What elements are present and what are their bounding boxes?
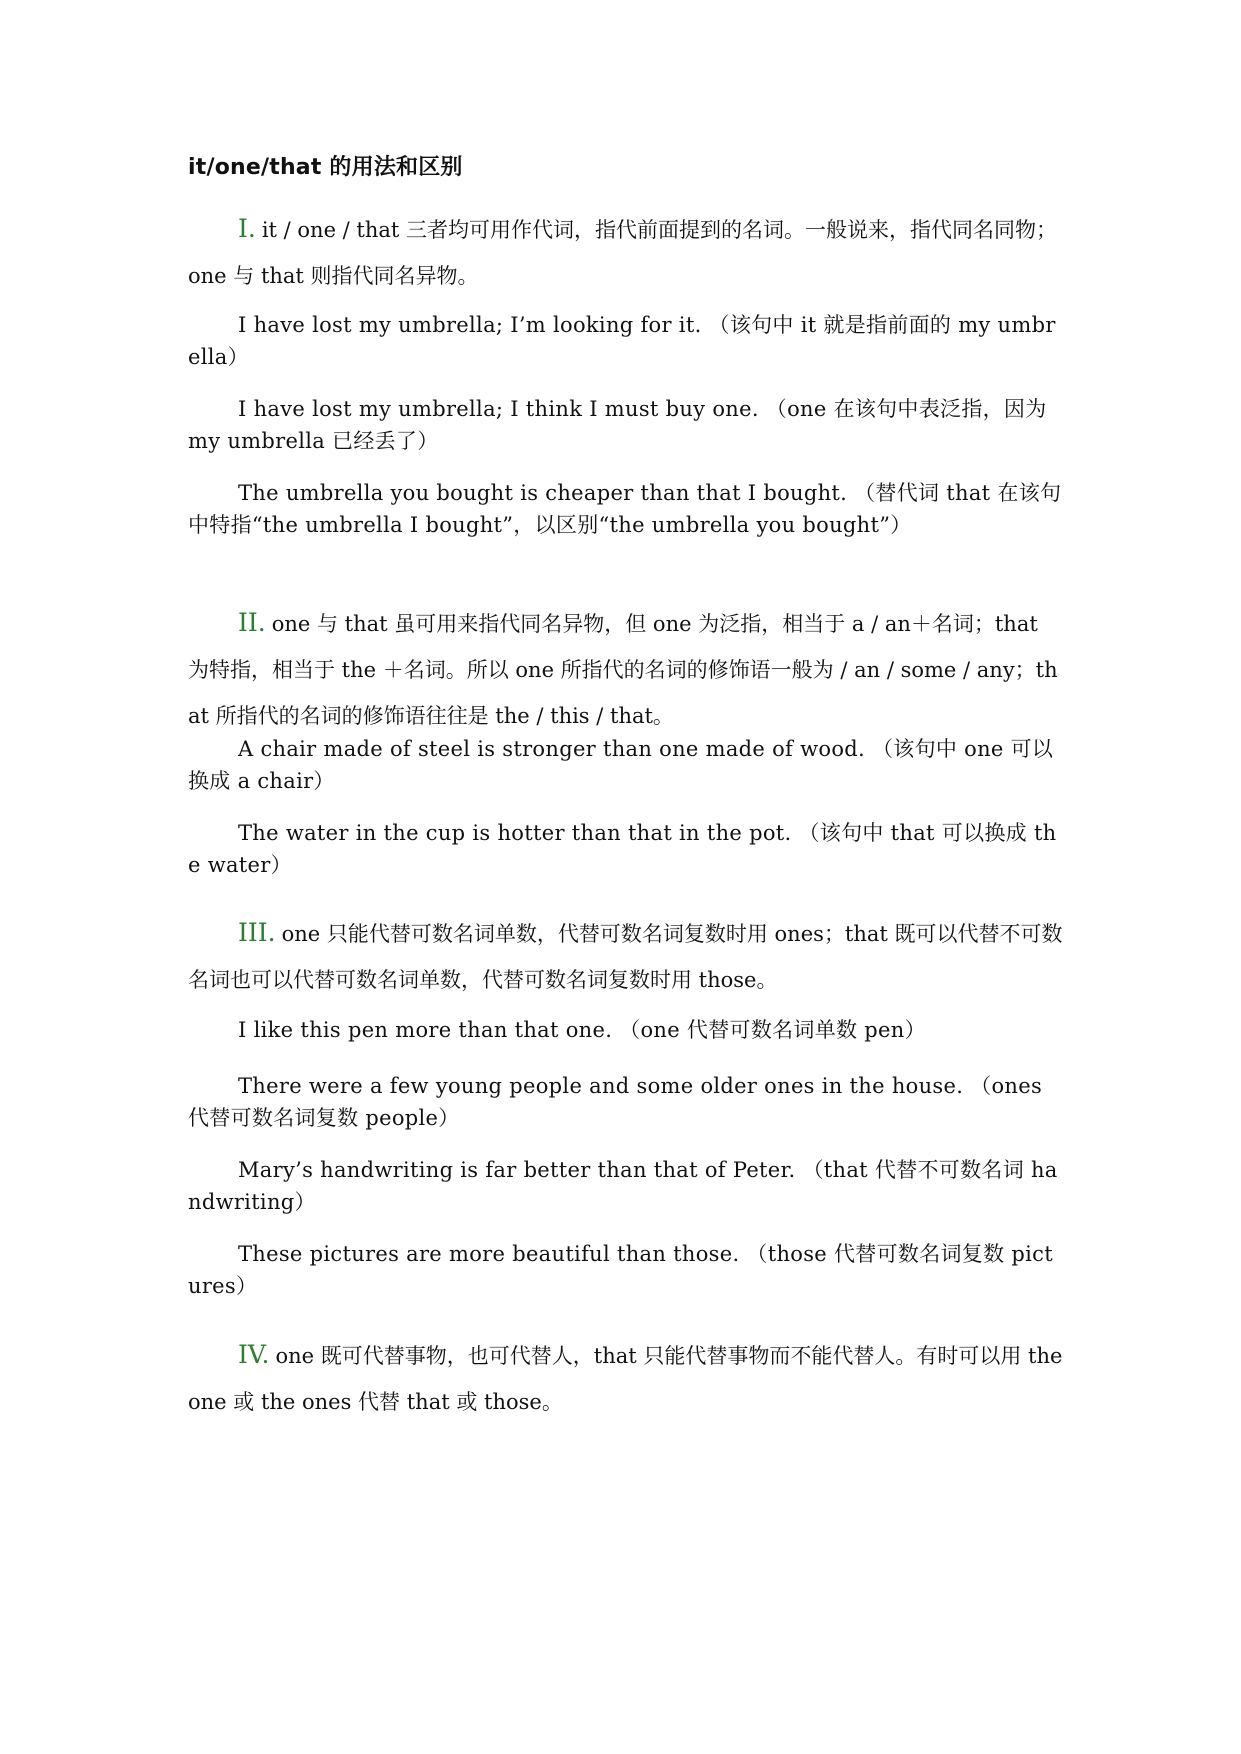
example-text: The umbrella you bought is cheaper than that I bought. （替代词 that 在该句中特指“the umbrella I bought”，以区别“the umbrella you bought”）: [188, 481, 1062, 537]
example-text: The water in the cup is hotter than that in the pot. （该句中 that 可以换成 the water）: [188, 821, 1057, 877]
section-number: I.: [238, 214, 256, 243]
example-text: I like this pen more than that one. （one 代替可数名词单数 pen）: [238, 1018, 926, 1042]
example-text: A chair made of steel is stronger than one made of wood. （该句中 one 可以换成 a chair）: [188, 737, 1054, 793]
rule-paragraph: [188, 1332, 1064, 1425]
rule-paragraph: [188, 910, 1064, 1003]
example-paragraph: [188, 733, 1064, 797]
example-paragraph: [188, 393, 1064, 457]
example-text: I have lost my umbrella; I’m looking for it. （该句中 it 就是指前面的 my umbrella）: [188, 313, 1056, 369]
section-number: II.: [238, 608, 266, 637]
example-paragraph: [188, 817, 1064, 881]
rule-text: it / one / that 三者均可用作代词，指代前面提到的名词。一般说来，指代同名同物；one 与 that 则指代同名异物。: [188, 218, 1058, 288]
rule-text: one 既可代替事物，也可代替人，that 只能代替事物而不能代替人。有时可以用 the one 或 the ones 代替 that 或 those。: [188, 1344, 1063, 1414]
example-text: There were a few young people and some older ones in the house. （ones 代替可数名词复数 people）: [188, 1074, 1043, 1130]
rule-paragraph: [188, 206, 1064, 299]
example-paragraph: [188, 309, 1064, 373]
document-title: it/one/that 的用法和区别: [188, 155, 463, 180]
example-text: I have lost my umbrella; I think I must buy one. （one 在该句中表泛指，因为 my umbrella 已经丢了）: [188, 397, 1047, 453]
rule-text: one 与 that 虽可用来指代同名异物，但 one 为泛指，相当于 a / an＋名词；that 为特指，相当于 the ＋名词。所以 one 所指代的名词的修饰语一般为 / an / some / any；that 所指代的名词的修饰语往往是 the / this / that。: [188, 612, 1058, 728]
example-paragraph: [188, 1070, 1064, 1134]
section-number: IV.: [238, 1340, 270, 1369]
example-paragraph: [188, 1154, 1064, 1218]
rule-paragraph: [188, 600, 1064, 739]
example-paragraph: [188, 1238, 1064, 1302]
section-number: III.: [238, 918, 276, 947]
example-text: Mary’s handwriting is far better than that of Peter. （that 代替不可数名词 handwriting）: [188, 1158, 1058, 1214]
example-text: These pictures are more beautiful than those. （those 代替可数名词复数 pictures）: [188, 1242, 1053, 1298]
rule-text: one 只能代替可数名词单数，代替可数名词复数时用 ones；that 既可以代替不可数名词也可以代替可数名词单数，代替可数名词复数时用 those。: [188, 922, 1063, 992]
example-paragraph: [188, 477, 1064, 541]
example-paragraph: [188, 1014, 1064, 1046]
